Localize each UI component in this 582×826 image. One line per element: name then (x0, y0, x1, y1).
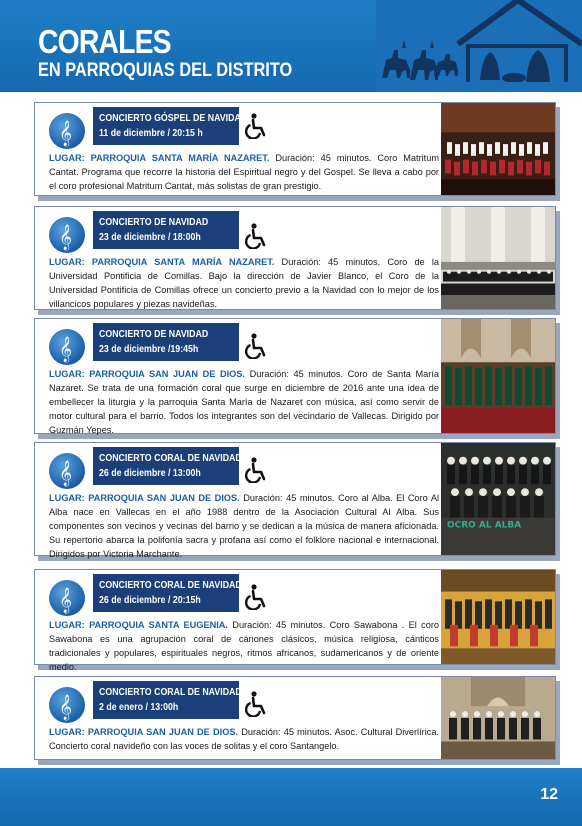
event-date: 23 de diciembre /19:45h (99, 344, 199, 355)
svg-text:𝄞: 𝄞 (59, 461, 73, 486)
event-card (34, 206, 556, 310)
event-title: CONCIERTO CORAL DE NAVIDAD (99, 453, 242, 464)
choir-photo (441, 443, 555, 555)
event-location: LUGAR: PARROQUIA SAN JUAN DE DIOS. (49, 493, 240, 503)
event-title-box (93, 323, 239, 361)
svg-text:𝄞: 𝄞 (59, 225, 73, 250)
event-title: CONCIERTO GÓSPEL DE NAVIDAD (99, 113, 248, 124)
music-note-icon (49, 687, 85, 723)
music-note-icon (49, 453, 85, 489)
music-note-icon (49, 329, 85, 365)
event-details: Duración: 45 minutos. Asoc. Cultural Diverlírica. Concierto coral navideño con las voces de solitas y el coro Santangelo. (49, 727, 439, 751)
wheelchair-accessible-icon (245, 457, 269, 483)
music-note-icon (49, 217, 85, 253)
event-description (49, 491, 439, 561)
page-header (0, 0, 582, 92)
event-card (34, 442, 556, 559)
page-footer (0, 768, 582, 826)
event-details: Duración: 45 minutos. Coro de la Universidad Pontificia de Comillas. Bajo la dirección de Javier Blanco, el Coro de la Universidad Pontificia de Comillas ofrece un concierto previo a la Navidad con lo mejor de los villancicos populares y piezas navideñas. (49, 257, 439, 309)
photo-banner-text: OCRO AL ALBA (447, 520, 522, 531)
wheelchair-accessible-icon (245, 691, 269, 717)
event-location: LUGAR: PARROQUIA SAN JUAN DE DIOS. (49, 369, 245, 379)
wheelchair-accessible-icon (245, 113, 269, 139)
event-title-box (93, 107, 248, 145)
nativity-illustration (376, 0, 582, 92)
svg-text:𝄞: 𝄞 (59, 695, 73, 720)
event-date: 26 de diciembre / 20:15h (99, 595, 201, 606)
wheelchair-accessible-icon (245, 333, 269, 359)
music-note-icon (49, 113, 85, 149)
event-description (49, 618, 439, 674)
svg-text:𝄞: 𝄞 (59, 588, 73, 613)
event-details: Duración: 45 minutos. Coro de Santa María Nazaret. Se trata de una formación coral que surge en diciembre de 2016 ante una idea de embellecer la liturgia y la parroquia Santa María de Nazaret con música, así como servir de motor cultural para el barrio. Todos los integrantes son del vecindario de Vallecas. Dirigido por Guzmán Yepes. (49, 369, 439, 435)
event-title: CONCIERTO DE NAVIDAD (99, 217, 209, 228)
choir-photo (441, 319, 555, 433)
wheelchair-accessible-icon (245, 584, 269, 610)
event-card (34, 569, 556, 672)
page-number: 12 (540, 786, 558, 803)
event-title-box (93, 574, 242, 612)
wheelchair-accessible-icon (245, 223, 269, 249)
svg-text:𝄞: 𝄞 (59, 121, 73, 146)
event-title: CONCIERTO CORAL DE NAVIDAD (99, 580, 242, 591)
event-description (49, 725, 439, 753)
choir-photo (441, 103, 555, 195)
choir-photo (441, 207, 555, 309)
event-location: LUGAR: PARROQUIA SANTA MARÍA NAZARET. (49, 153, 270, 163)
event-description (49, 255, 439, 311)
event-card (34, 676, 556, 760)
page-subtitle: EN PARROQUIAS DEL DISTRITO (38, 60, 293, 81)
event-details: Duración: 45 minutos. Coro Sawabona . El coro Sawabona es una agrupación coral de cánones clásicos, música religiosa, cánticos tradicionales y populares, espirituales negros, ritmos africanos, sudamericanos y de oriente medio. (49, 620, 439, 672)
event-card (34, 102, 556, 196)
event-title: CONCIERTO CORAL DE NAVIDAD (99, 687, 242, 698)
choir-photo (441, 570, 555, 664)
event-details: Duración: 45 minutos. Coro Matritum Cantat. Programa que recorre la historia del Espiritual negro y del Gospel. Se lleva a cabo por el coro profesional Matritum Cantat, más solistas de gran prestigio. (49, 153, 439, 191)
event-title-box (93, 211, 239, 249)
event-details: Duración: 45 minutos. Coro al Alba. El Coro Al Alba nace en Vallecas en el año 1988 dentro de la Asociación Cultural Al Alba. Sus componentes son vecinos y vecinas del barrio y se dedican a la música de manera aficionada. Su repertorio abarca la polifonía sacra y profana así como el folklore nacional e internacional. Dirigidos por Victoria Marchante. (49, 493, 439, 559)
page-title: CORALES (38, 23, 171, 60)
event-date: 2 de enero / 13:00h (99, 702, 179, 713)
event-card (34, 318, 556, 434)
event-title-box (93, 447, 242, 485)
event-date: 23 de diciembre / 18:00h (99, 232, 201, 243)
event-description (49, 367, 439, 437)
event-location: LUGAR: PARROQUIA SANTA EUGENIA. (49, 620, 228, 630)
choir-photo (441, 677, 555, 759)
event-location: LUGAR: PARROQUIA SAN JUAN DE DIOS. (49, 727, 239, 737)
event-location: LUGAR: PARROQUIA SANTA MARÍA NAZARET. (49, 257, 275, 267)
event-title: CONCIERTO DE NAVIDAD (99, 329, 209, 340)
event-date: 11 de diciembre / 20:15 h (99, 128, 203, 139)
event-description (49, 151, 439, 193)
event-title-box (93, 681, 242, 719)
music-note-icon (49, 580, 85, 616)
svg-text:𝄞: 𝄞 (59, 337, 73, 362)
event-date: 26 de diciembre / 13:00h (99, 468, 201, 479)
